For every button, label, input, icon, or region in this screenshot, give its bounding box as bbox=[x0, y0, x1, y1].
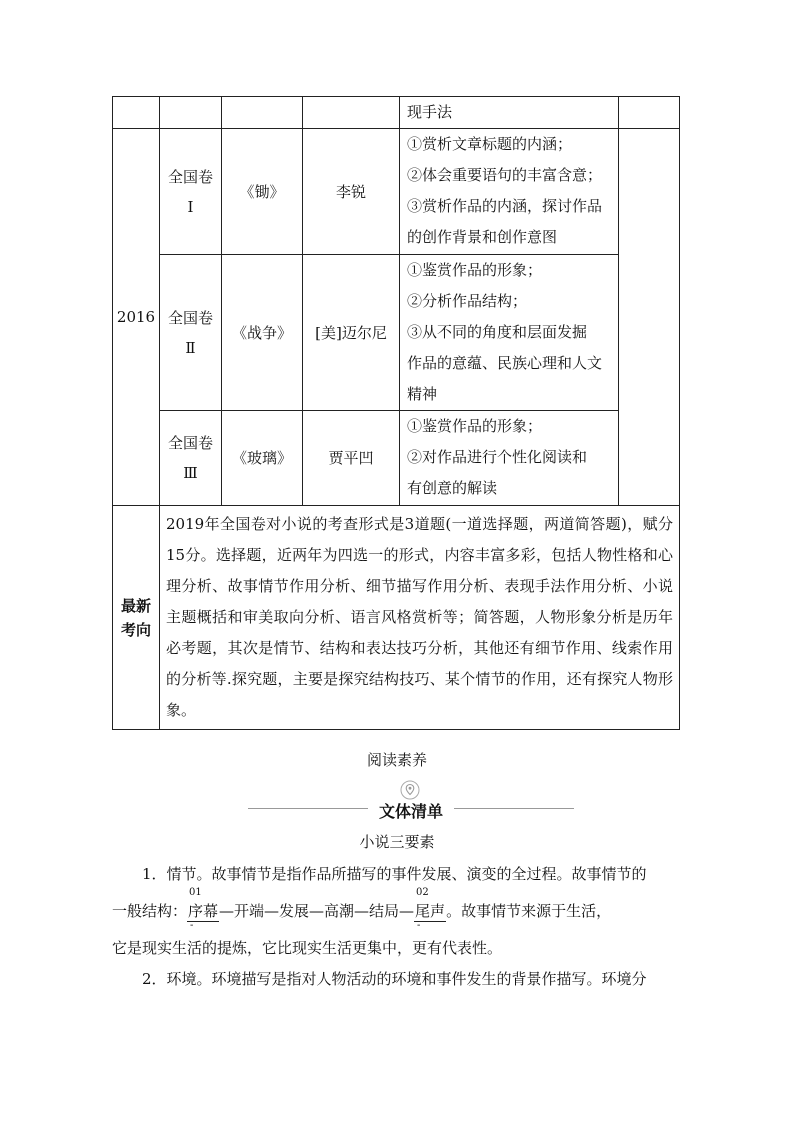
table-row bbox=[113, 129, 680, 255]
style-list-banner bbox=[248, 780, 574, 820]
paragraph-setting-line1: 2．环境。环境描写是指对人物活动的环境和事件发生的背景作描写。环境分 bbox=[142, 970, 647, 988]
latest-trend-row bbox=[113, 506, 680, 730]
section-subtitle: 小说三要素 bbox=[359, 833, 435, 851]
latest-trend-text: 2019年全国卷对小说的考查形式是3道题(一道选择题，两道简答题)，赋分15分。选择题，近两年为四选一的形式，内容丰富多彩，包括人物性格和心理分析、故事情节作用分析、细节描写作用分析、表现手法作用分析、小说主题概括和审美取向分析、语言风格赏析等；简答题，人物形象分析是历年必考题，其次是情节、结构和表达技巧分析，其他还有细节作用、线索作用的分析等.探究题，主要是探究结构技巧、某个情节的作用，还有探究人物形象。 bbox=[160, 506, 680, 730]
requirement-cell: ①鉴赏作品的形象； ②对作品进行个性化阅读和 有创意的解读 bbox=[400, 411, 619, 506]
paragraph-plot-line2: 一般结构： 01 - 序幕—开端—发展—高潮—结局— 02 - 尾声。故事情节来源于生活， bbox=[112, 887, 612, 931]
exam-info-table bbox=[112, 96, 680, 730]
fill-blank-2: 02 - 尾声 bbox=[415, 887, 446, 931]
banner-title: 文体清单 bbox=[378, 802, 443, 821]
table-row-continued bbox=[113, 97, 680, 129]
requirement-cell: 现手法 bbox=[400, 97, 619, 129]
fill-blank-1: 01 - 序幕 bbox=[188, 887, 219, 931]
work-title-cell: 《锄》 bbox=[222, 129, 303, 255]
table-row bbox=[113, 255, 680, 411]
author-cell: [美]迈尔尼 bbox=[303, 255, 400, 411]
author-cell: 李锐 bbox=[303, 129, 400, 255]
paper-cell: 全国卷 Ⅲ bbox=[160, 411, 222, 506]
section-heading: 阅读素养 bbox=[366, 751, 427, 769]
paper-cell: 全国卷 Ⅰ bbox=[160, 129, 222, 255]
requirement-cell: ①赏析文章标题的内涵； ②体会重要语句的丰富含意； ③赏析作品的内涵，探讨作品 的创作背景和创作意图 bbox=[400, 129, 619, 255]
table-row bbox=[113, 411, 680, 506]
paragraph-plot-line1: 1．情节。故事情节是指作品所描写的事件发展、演变的全过程。故事情节的 bbox=[142, 865, 647, 883]
author-cell: 贾平凹 bbox=[303, 411, 400, 506]
work-title-cell: 《玻璃》 bbox=[222, 411, 303, 506]
requirement-cell: ①鉴赏作品的形象； ②分析作品结构； ③从不同的角度和层面发掘 作品的意蕴、民族心理和人文 精神 bbox=[400, 255, 619, 411]
year-cell: 2016 bbox=[113, 129, 160, 506]
paper-cell: 全国卷 Ⅱ bbox=[160, 255, 222, 411]
location-pin-icon bbox=[400, 780, 420, 800]
latest-trend-label: 最新 考向 bbox=[113, 506, 160, 730]
paragraph-plot-line3: 它是现实生活的提炼，它比现实生活更集中，更有代表性。 bbox=[112, 939, 503, 957]
work-title-cell: 《战争》 bbox=[222, 255, 303, 411]
